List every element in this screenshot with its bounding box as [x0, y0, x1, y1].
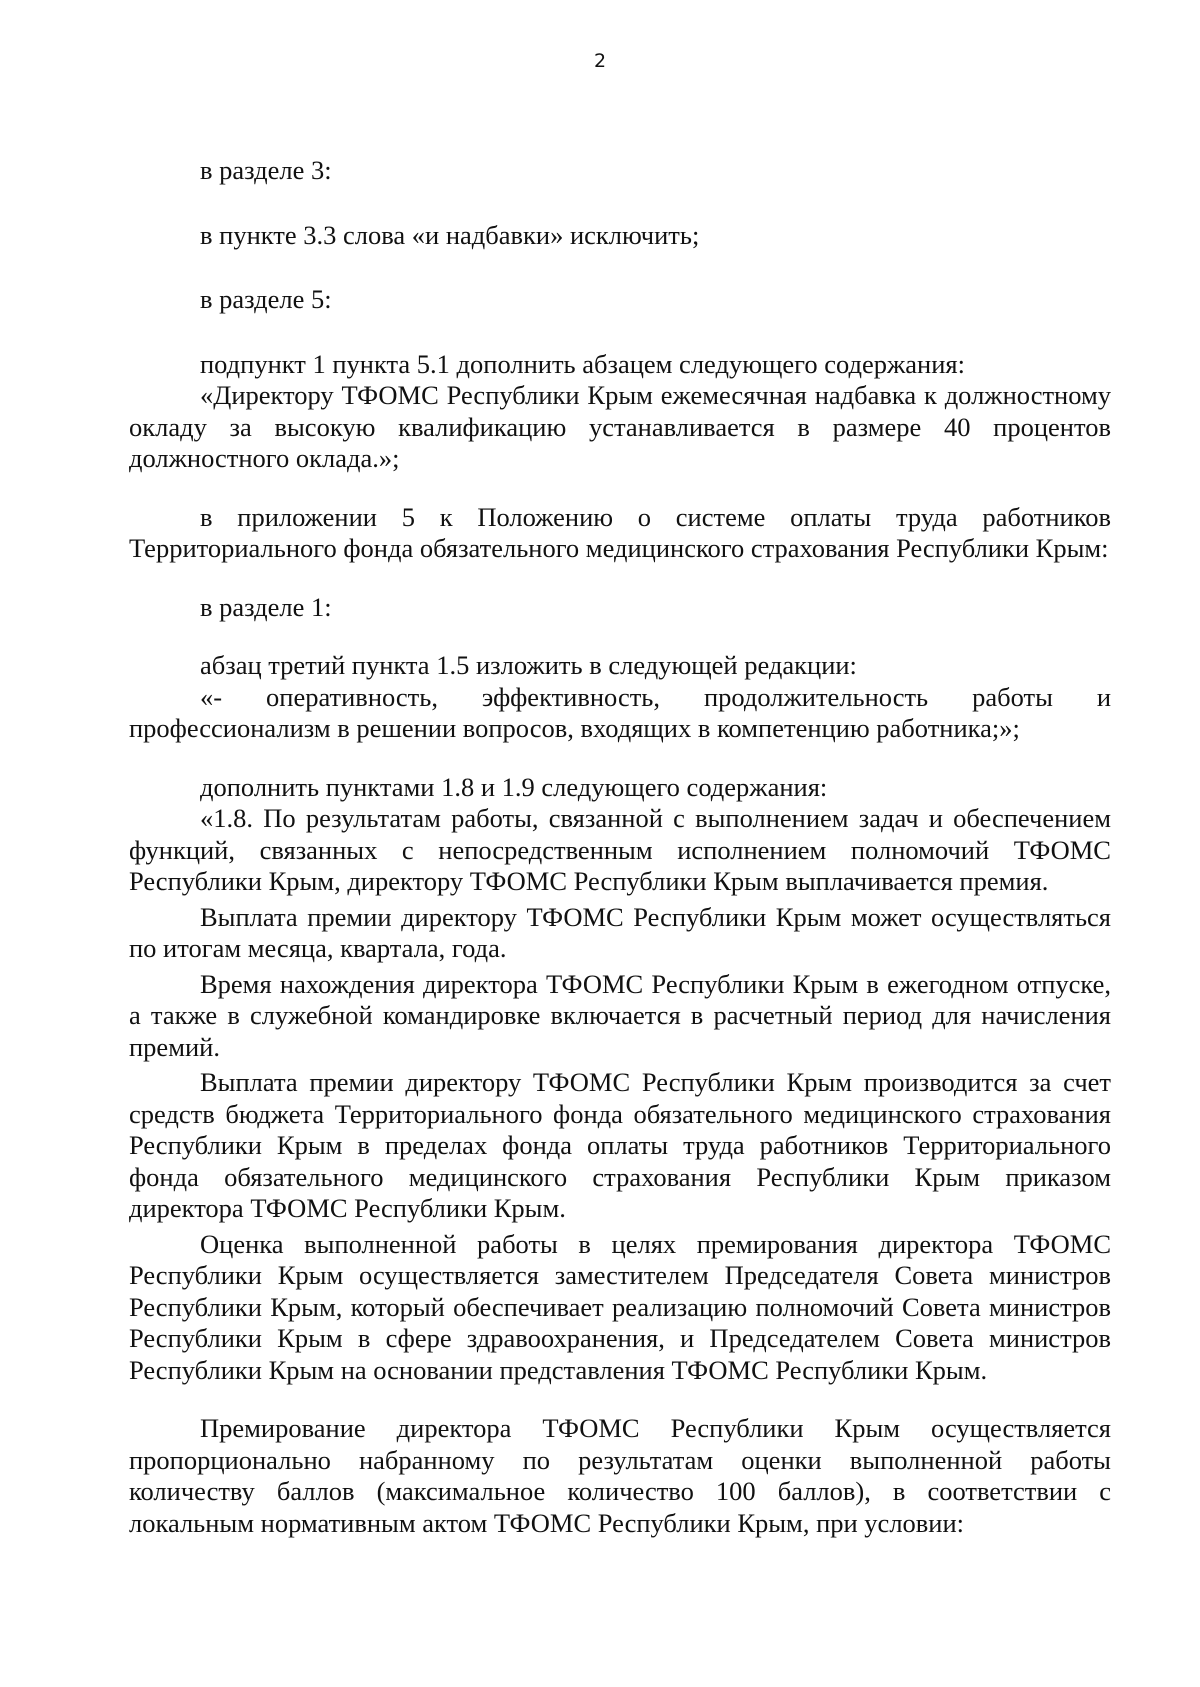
- bonus-conditions-paragraph: Премирование директора ТФОМС Республики Крым осуществляется пропорционально набранному по результатам оценки выполненной работы количеству баллов (максимальное количество 100 баллов), в соответствии с локальным нормативным актом ТФОМС Республики Крым, при условии:: [129, 1413, 1111, 1538]
- amendment-1-5-intro: абзац третий пункта 1.5 изложить в следующей редакции:: [200, 650, 857, 680]
- appendix-5-intro: в приложении 5 к Положению о системе оплаты труда работников Территориального фонда обязательного медицинского страхования Республики Крым:: [129, 501, 1111, 563]
- section-5-heading: в разделе 5:: [200, 284, 332, 314]
- amendment-5-1-intro: подпункт 1 пункта 5.1 дополнить абзацем следующего содержания:: [200, 348, 965, 379]
- funding-paragraph: Выплата премии директору ТФОМС Республики Крым производится за счет средств бюджета Территориального фонда обязательного медицинского страхования Республики Крым в пределах фонда оплаты труда работников Территориального фонда обязательного медицинского страхования Республики Крым приказом директора ТФОМС Республики Крым.: [129, 1067, 1111, 1223]
- evaluation-paragraph: Оценка выполненной работы в целях премирования директора ТФОМС Республики Крым осуществляется заместителем Председателя Совета министров Республики Крым, который обеспечивает реализацию полномочий Совета министров Республики Крым в сфере здравоохранения, и Председателем Совета министров Республики Крым на основании представления ТФОМС Республики Крым.: [129, 1228, 1111, 1385]
- page-number: 2: [593, 50, 607, 72]
- document-body: [129, 155, 1111, 1539]
- amendment-5-1-text: «Директору ТФОМС Республики Крым ежемесячная надбавка к должностному окладу за высокую квалификацию устанавливается в размере 40 процентов должностного оклада.»;: [129, 380, 1111, 473]
- section-3-heading: в разделе 3:: [200, 155, 332, 185]
- clause-1-8: «1.8. По результатам работы, связанной с выполнением задач и обеспечением функций, связанных с непосредственным исполнением полномочий ТФОМС Республики Крым, директору ТФОМС Республики Крым выплачивается премия.: [129, 803, 1111, 896]
- bonus-period-paragraph: Выплата премии директору ТФОМС Республики Крым может осуществляться по итогам месяца, квартала, года.: [129, 901, 1111, 963]
- amendment-3-3: в пункте 3.3 слова «и надбавки» исключить;: [200, 219, 700, 250]
- amendment-1-5-text: «- оперативность, эффективность, продолжительность работы и профессионализм в решении вопросов, входящих в компетенцию работника;»;: [129, 681, 1111, 743]
- addition-intro: дополнить пунктами 1.8 и 1.9 следующего содержания:: [200, 771, 828, 802]
- section-1-heading: в разделе 1:: [200, 591, 332, 622]
- vacation-paragraph: Время нахождения директора ТФОМС Республики Крым в ежегодном отпуске, а также в служебной командировке включается в расчетный период для начисления премий.: [129, 968, 1111, 1062]
